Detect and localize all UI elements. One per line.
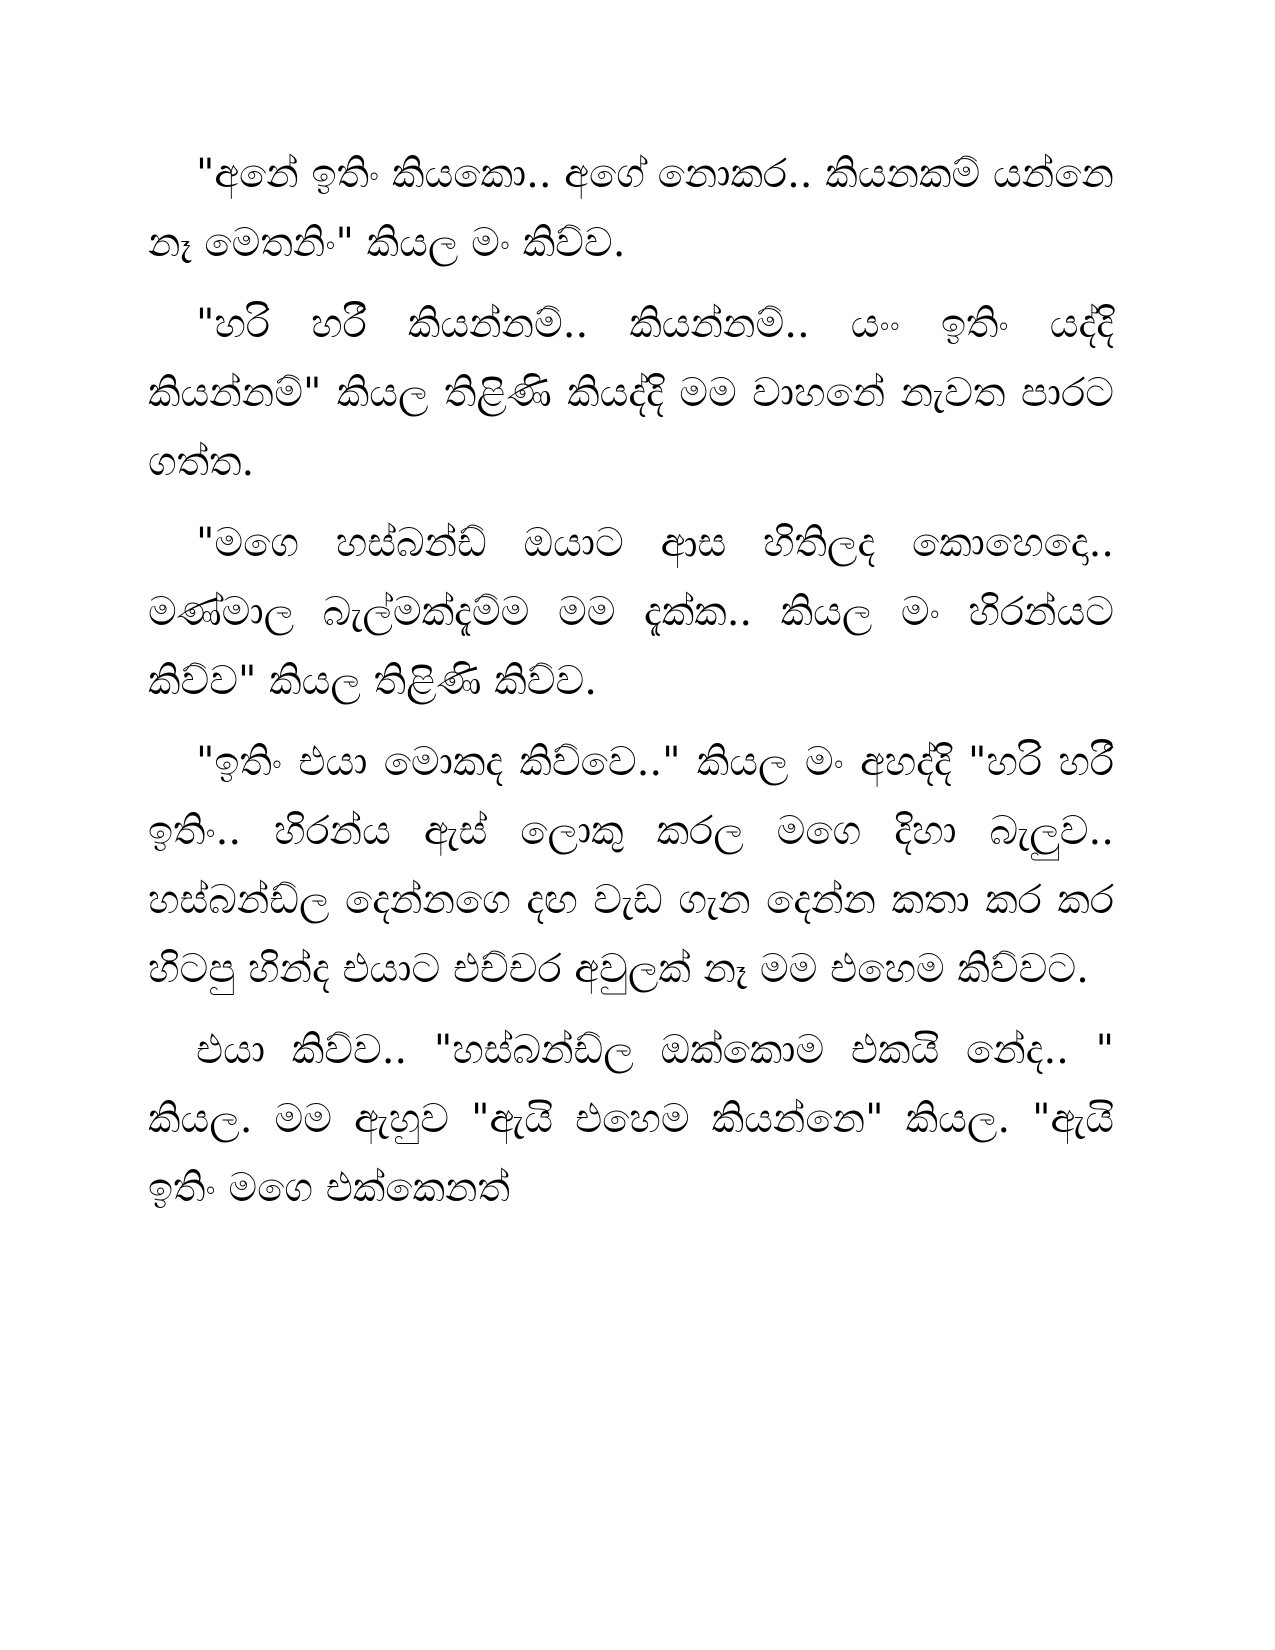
paragraph-5: එයා කිව්ව.. "හස්බන්ඩ්ල ඔක්කොම එකයි නේද.. " කියල. මම ඇහුව "ඇයි එහෙම කියන්නෙ" කියල. "ඇයි ඉතිං මගෙ එක්කෙනත් bbox=[148, 1027, 1114, 1211]
document-page bbox=[148, 140, 1114, 1235]
paragraph-3: "මගෙ හස්බන්ඩ් ඔයාට ආස හිතිලද කොහෙදො.. මණ්මාල බැල්මක්දැම්ම මම දැක්ක.. කියල මං හිරන්යට කිව්ව" කියල තිළිණි කිව්ව. bbox=[148, 520, 1114, 704]
paragraph-1: "අනේ ඉතිං කියකො.. අගේ නොකර.. කියනකම් යන්නෙ නෑ මෙතනිං" කියල මං කිව්ව. bbox=[148, 151, 1114, 266]
paragraph-4: "ඉතිං එයා මොකද කිව්වෙ.." කියල මං අහද්දි "හරි හරී ඉතිං.. හිරන්ය ඇස් ලොකු කරල මගෙ දිහා බැලුව.. හස්බන්ඩ්ල දෙන්නගෙ දඟ වැඩ ගැන දෙන්න කතා කර කර හිටපු හින්ද එයාට එච්චර අවුලක් නෑ මම එහෙම කිව්වට. bbox=[148, 739, 1114, 992]
paragraph-2: "හරි හරී කියන්නම්.. කියන්නම්.. යංං ඉතිං යද්දි කියන්නම්" කියල තිළිණි කියද්දි මම වාහනේ නැවත පාරට ගත්ත. bbox=[148, 301, 1114, 485]
